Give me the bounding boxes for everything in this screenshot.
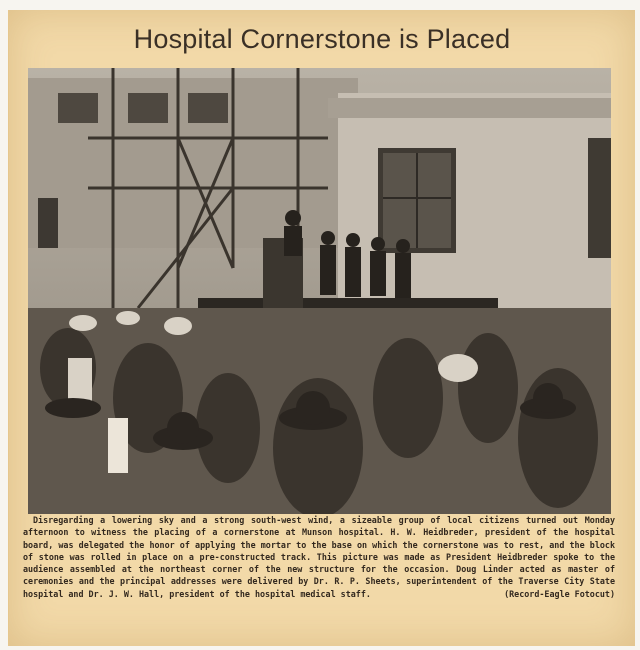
photo-illustration: [28, 68, 611, 514]
caption-text: Disregarding a lowering sky and a strong south-west wind, a sizeable group of local citizens turned out Monday afternoon to witness the placing of a cornerstone at Munson hospital. H. W. Heidbreder, president of the hospital board, was delegated the honor of applying the mortar to the base on which the cornerstone was to rest, and the block of stone was rolled in place on a pre-constructed track. This picture was made as President Heidbreder spoke to the audience assembled at the northeast corner of the new structure for the occasion. Doug Linder acted as master of ceremonies and the principal addresses were delivered by Dr. R. P. Sheets, superintendent of the Traverse City State hospital and Dr. J. W. Hall, president of the hospital medical staff.: [23, 515, 615, 599]
newspaper-clipping: [8, 10, 635, 646]
photo-caption: [23, 514, 615, 600]
headline: Hospital Cornerstone is Placed: [133, 24, 511, 54]
ceremony-photo: [28, 68, 611, 514]
photo-credit: (Record-Eagle Fotocut): [504, 589, 615, 600]
